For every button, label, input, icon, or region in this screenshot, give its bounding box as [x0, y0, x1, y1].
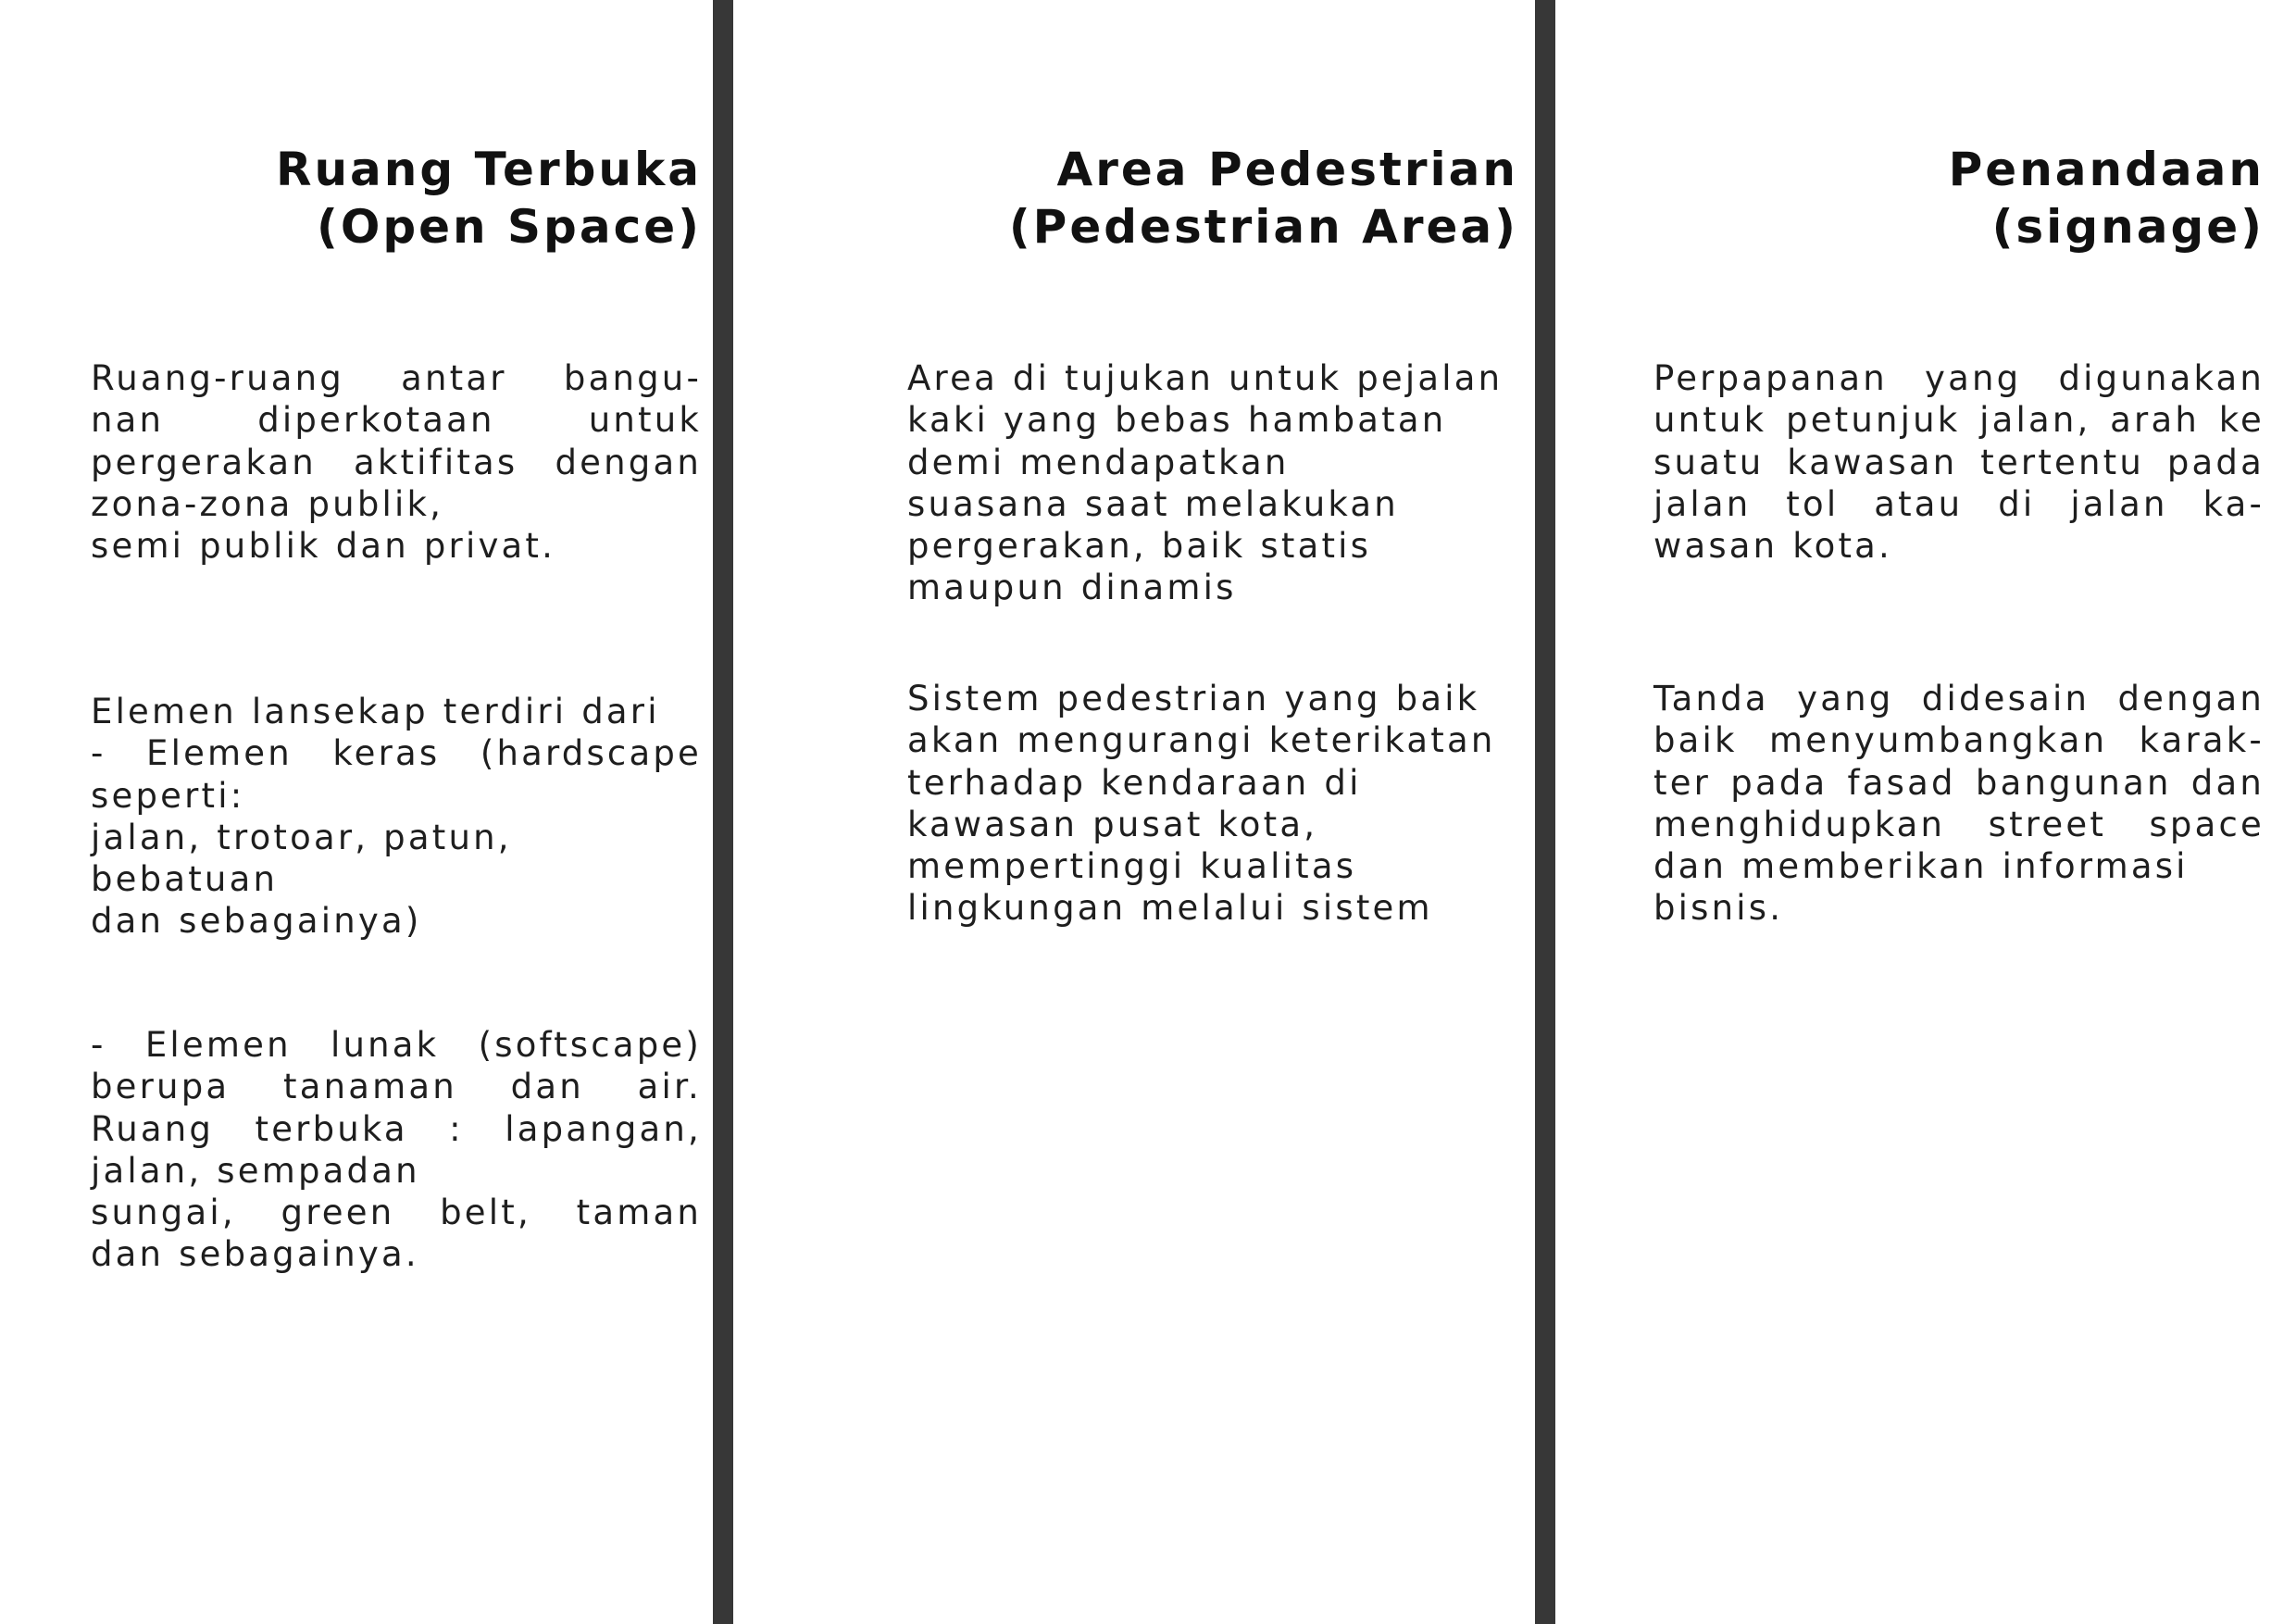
body-paragraph — [907, 357, 1518, 609]
body-paragraph — [907, 678, 1518, 930]
column-title-line: (Pedestrian Area) — [1008, 200, 1518, 254]
text-line: mempertinggi kualitas — [907, 846, 1357, 887]
column-title — [276, 141, 702, 256]
column-divider-right — [1535, 0, 1555, 1624]
text-line: menghidupkan street space — [1653, 804, 2265, 844]
text-line: terhadap kendaraan di — [907, 762, 1362, 803]
text-line: Area di tujukan untuk pejalan — [907, 358, 1504, 398]
text-line: nan diperkotaan untuk — [91, 400, 702, 441]
text-line: Ruang-ruang antar bangu- — [91, 358, 702, 398]
text-line: - Elemen keras (hardscape — [91, 733, 702, 774]
text-line: Perpapanan yang digunakan — [1653, 358, 2265, 398]
body-paragraph — [91, 691, 702, 943]
text-line: bisnis. — [1653, 888, 1784, 929]
text-line: lingkungan melalui sistem — [907, 888, 1433, 929]
text-line: - Elemen lunak (softscape) — [91, 1025, 702, 1065]
text-line: jalan, sempadan — [91, 1150, 420, 1191]
text-line: akan mengurangi keterikatan — [907, 720, 1496, 761]
column-title — [1949, 141, 2265, 256]
text-line: bebatuan — [91, 859, 279, 900]
text-line: suasana saat melakukan — [907, 483, 1399, 524]
body-paragraph — [1653, 357, 2265, 567]
text-line: untuk petunjuk jalan, arah ke — [1653, 400, 2265, 441]
text-line: maupun dinamis — [907, 568, 1237, 608]
text-line: Sistem pedestrian yang baik — [907, 679, 1480, 718]
text-line: kaki yang bebas hambatan — [907, 400, 1447, 441]
text-line: dan memberikan informasi — [1653, 846, 2189, 887]
text-line: Ruang terbuka : lapangan, — [91, 1108, 702, 1149]
text-line: suatu kawasan tertentu pada — [1653, 442, 2265, 482]
text-line: seperti: — [91, 775, 245, 816]
text-line: sungai, green belt, taman — [91, 1193, 702, 1233]
column-title — [1009, 141, 1518, 256]
column-title-line: Penandaan — [1948, 143, 2265, 196]
text-line: berupa tanaman dan air. — [91, 1067, 702, 1107]
text-line: kawasan pusat kota, — [907, 804, 1318, 844]
column-divider-left — [713, 0, 733, 1624]
body-paragraph — [91, 1024, 702, 1276]
text-line: semi publik dan privat. — [91, 526, 556, 567]
text-line: zona-zona publik, — [91, 483, 444, 524]
text-line: dan sebagainya. — [91, 1234, 419, 1275]
text-line: pergerakan aktifitas dengan — [91, 442, 702, 482]
text-line: jalan tol atau di jalan ka- — [1653, 483, 2265, 524]
text-line: demi mendapatkan — [907, 442, 1290, 482]
body-paragraph — [1653, 678, 2265, 930]
text-line: Elemen lansekap terdiri dari — [91, 692, 660, 731]
body-paragraph — [91, 357, 702, 567]
text-line: dan sebagainya) — [91, 901, 422, 942]
column-title-line: (Open Space) — [316, 200, 702, 254]
column-title-line: Area Pedestrian — [1056, 143, 1518, 196]
column-title-line: (signage) — [1991, 200, 2265, 254]
text-line: Tanda yang didesain dengan — [1653, 679, 2265, 718]
column-title-line: Ruang Terbuka — [275, 143, 702, 196]
text-line: baik menyumbangkan karak- — [1653, 720, 2265, 761]
text-line: wasan kota. — [1653, 526, 1892, 567]
text-line: ter pada fasad bangunan dan — [1653, 762, 2265, 803]
text-line: pergerakan, baik statis — [907, 526, 1372, 567]
text-line: jalan, trotoar, patun, — [91, 817, 512, 857]
